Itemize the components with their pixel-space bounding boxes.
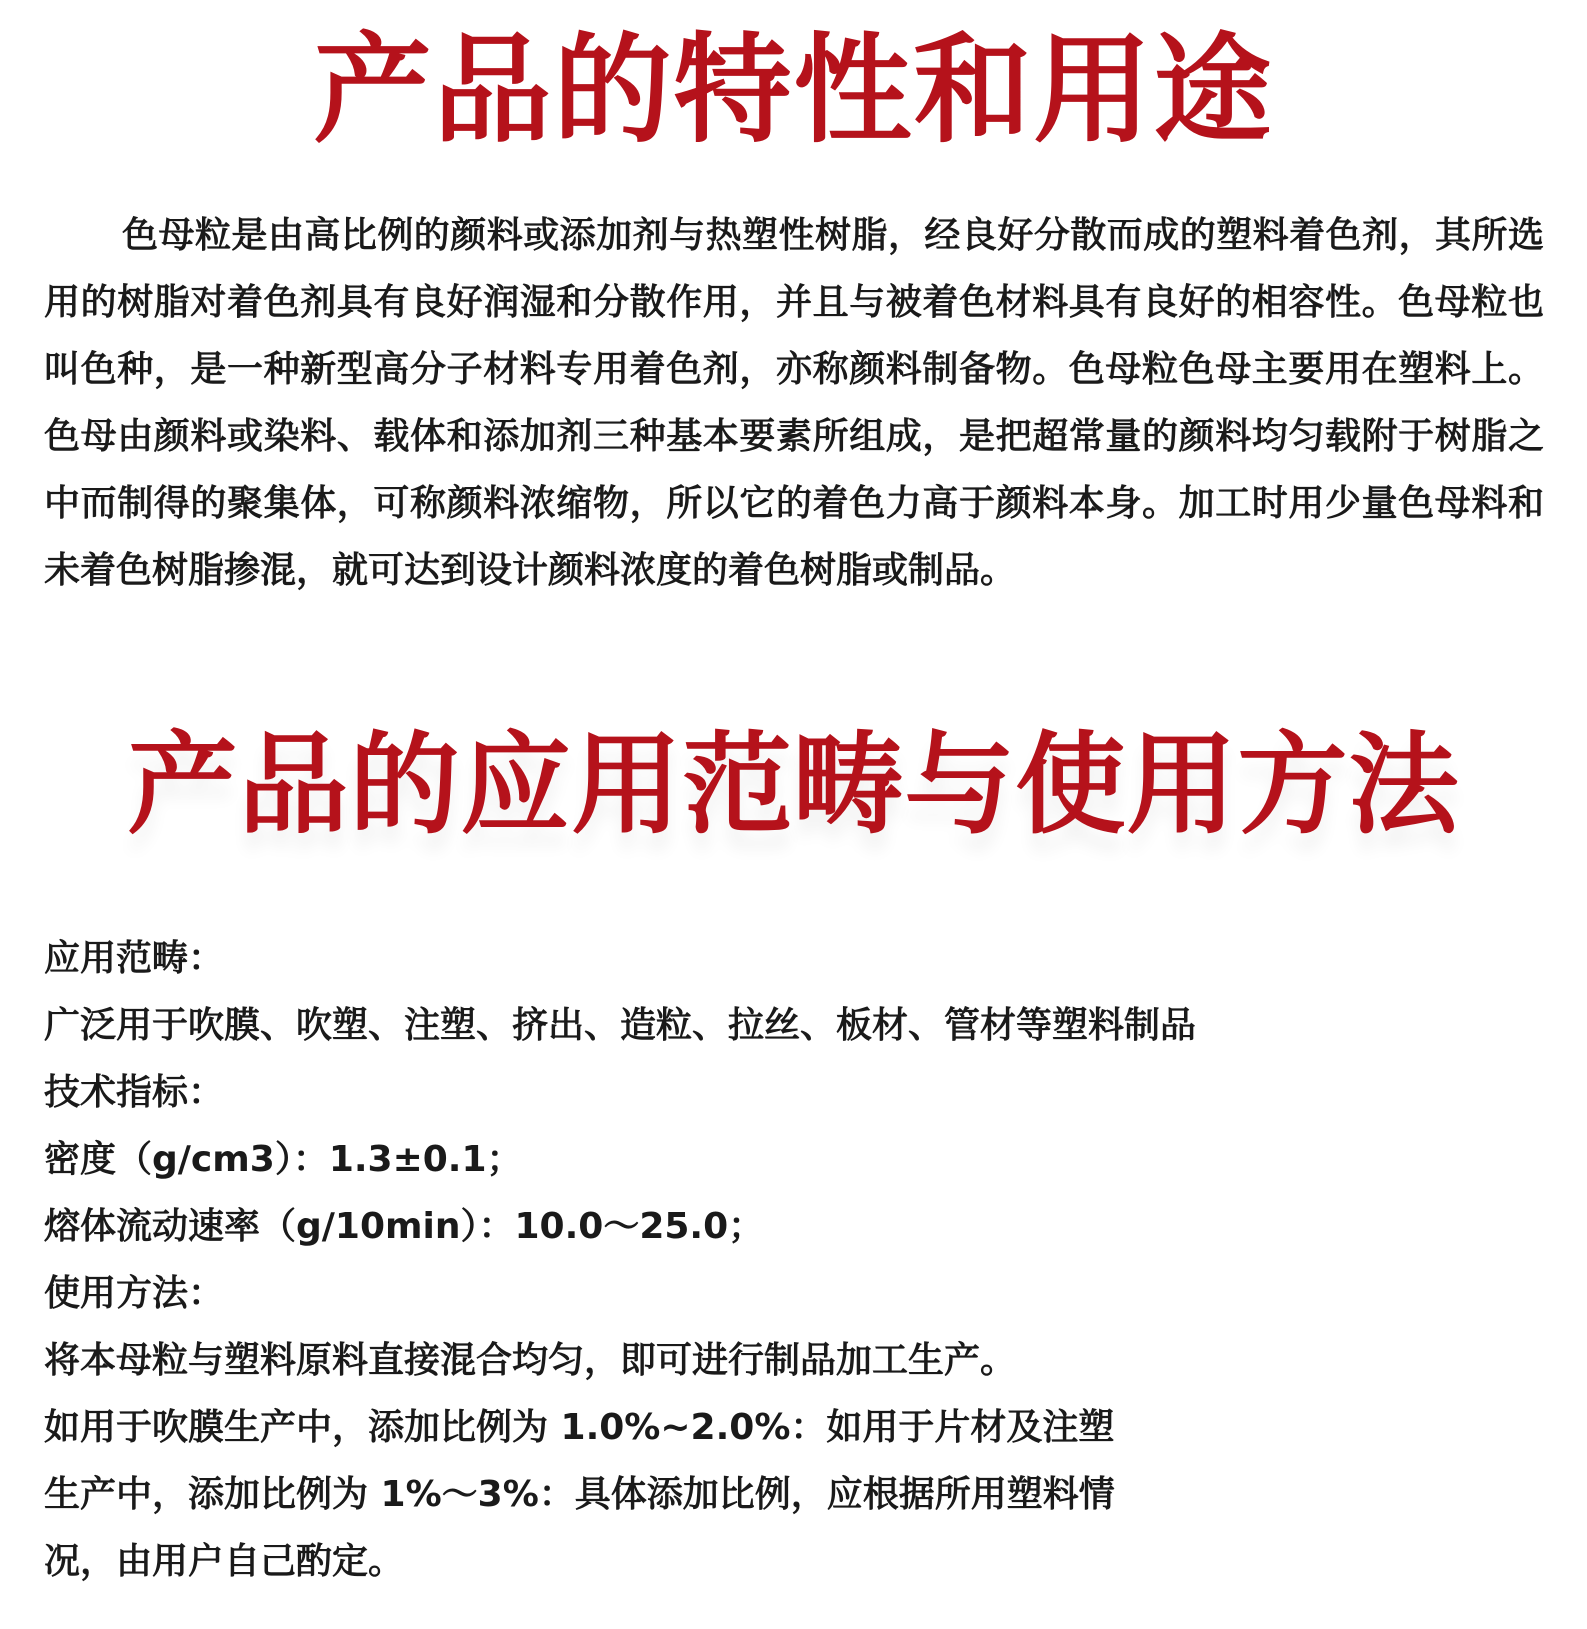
application-scope-text: 广泛用于吹膜、吹塑、注塑、挤出、造粒、拉丝、板材、管材等塑料制品 bbox=[44, 1005, 1197, 1046]
usage-ratio-line-1: 如用于吹膜生产中，添加比例为 1.0%~2.0%：如用于片材及注塑 bbox=[44, 1407, 1115, 1448]
melt-flow-spec: 熔体流动速率（g/10min）：10.0～25.0； bbox=[44, 1206, 765, 1247]
usage-ratio-line-2: 生产中，添加比例为 1%～3%：具体添加比例，应根据所用塑料情 bbox=[44, 1474, 1115, 1515]
application-scope-label: 应用范畴： bbox=[44, 938, 225, 979]
intro-paragraph: 色母粒是由高比例的颜料或添加剂与热塑性树脂，经良好分散而成的塑料着色剂，其所选用的树脂对着色剂具有良好润湿和分散作用，并且与被着色材料具有良好的相容性。色母粒也叫色种，是一种新型高分子材料专用着色剂，亦称颜料制备物。色母粒色母主要用在塑料上。色母由颜料或染料、载体和添加剂三种基本要素所组成，是把超常量的颜料均匀载附于树脂之中而制得的聚集体，可称颜料浓缩物，所以它的着色力高于颜料本身。加工时用少量色母料和未着色树脂掺混，就可达到设计颜料浓度的着色树脂或制品。 bbox=[44, 215, 1544, 591]
application-details bbox=[44, 925, 1544, 1595]
section-title-application: 产品的应用范畴与使用方法 bbox=[127, 721, 1460, 849]
density-spec: 密度（g/cm3）：1.3±0.1； bbox=[44, 1139, 523, 1180]
usage-label: 使用方法： bbox=[44, 1273, 225, 1314]
tech-spec-label: 技术指标： bbox=[44, 1072, 225, 1113]
section-title-features: 产品的特性和用途 bbox=[313, 21, 1274, 159]
usage-ratio-line-3: 况，由用户自己酌定。 bbox=[44, 1541, 405, 1582]
usage-text: 将本母粒与塑料原料直接混合均匀，即可进行制品加工生产。 bbox=[44, 1340, 1017, 1381]
